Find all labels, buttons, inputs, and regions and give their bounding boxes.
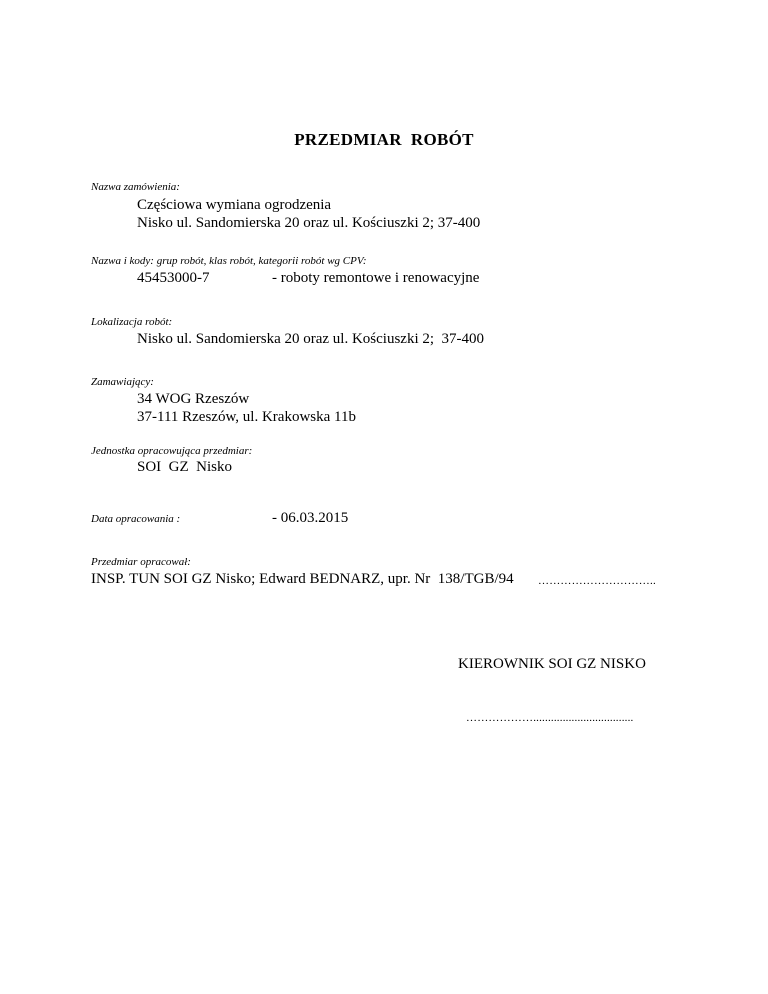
location-value: Nisko ul. Sandomierska 20 oraz ul. Kościuszki 2; 37-400 [137,331,485,347]
client-line1: 34 WOG Rzeszów [137,391,250,407]
signature-line: ……………….................................. [466,712,634,724]
unit-value: SOI GZ Nisko [137,459,233,475]
prepared-by-value: INSP. TUN SOI GZ Nisko; Edward BEDNARZ, upr. Nr 138/TGB/94 [91,571,514,587]
document-title: PRZEDMIAR ROBÓT [294,130,474,149]
date-value: - 06.03.2015 [272,510,349,526]
location-label: Lokalizacja robót: [91,316,173,328]
date-label: Data opracowania : [91,513,181,525]
order-name-line2: Nisko ul. Sandomierska 20 oraz ul. Kościuszki 2; 37-400 [137,215,481,231]
cpv-label: Nazwa i kody: grup robót, klas robót, kategorii robót wg CPV: [91,255,367,267]
order-name-line1: Częściowa wymiana ogrodzenia [137,197,332,213]
prepared-by-label: Przedmiar opracował: [91,556,191,568]
prepared-by-signature-line: ………………………….. [538,575,656,587]
client-label: Zamawiający: [91,376,154,388]
unit-label: Jednostka opracowująca przedmiar: [91,445,253,457]
order-name-label: Nazwa zamówienia: [91,181,180,193]
client-line2: 37-111 Rzeszów, ul. Krakowska 11b [137,409,356,425]
cpv-code: 45453000-7 [137,270,210,286]
signature-title: KIEROWNIK SOI GZ NISKO [458,656,646,672]
cpv-description: - roboty remontowe i renowacyjne [272,270,480,286]
